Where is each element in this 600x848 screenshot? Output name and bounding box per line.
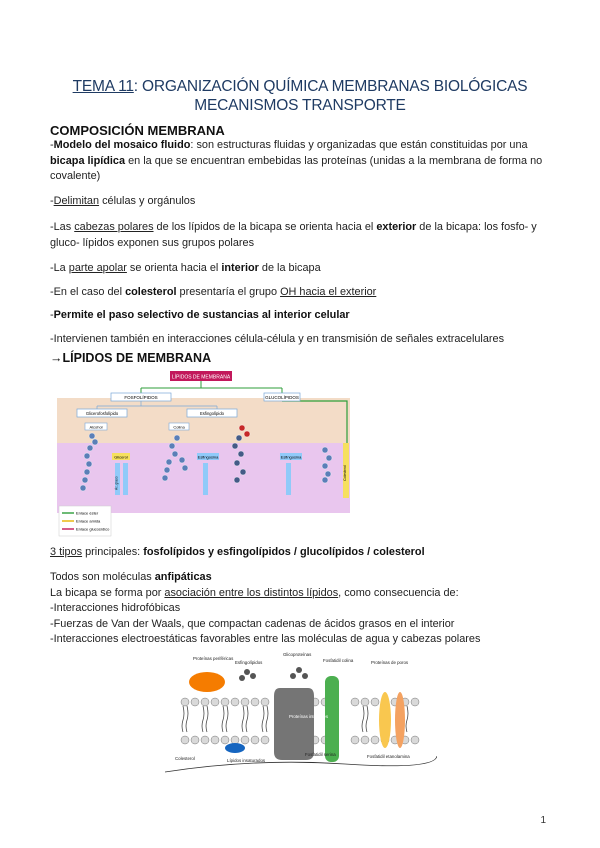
paragraph-delimitan: -Delimitan células y orgánulos	[50, 195, 196, 207]
legend-glucosidico: Enlace glucosídico	[76, 526, 110, 532]
green-channel-protein	[325, 676, 339, 762]
page-title: TEMA 11: ORGANIZACIÓN QUÍMICA MEMBRANAS BIOLÓGICAS MECANISMOS TRANSPORTE	[72, 78, 528, 114]
label-glicoproteinas: Glicoproteínas	[283, 652, 312, 657]
peripheral-protein	[189, 672, 225, 692]
paragraph-tres-tipos: 3 tipos principales: fosfolípidos y esfingolípidos / glucolípidos / colesterol	[50, 546, 425, 558]
paragraph-colesterol: -En el caso del colesterol presentaría el grupo OH hacia el exterior	[50, 286, 377, 298]
bar-ac-graso-4	[286, 463, 291, 495]
legend-ester: Enlace éster	[76, 510, 99, 516]
label-colesterol-2: Colesterol	[175, 756, 195, 761]
paragraph-cabezas-polares: -Las cabezas polares de los lípidos de la bicapa se orienta hacia el exterior de la bicapa: los fosfo- y gluco- lípidos exponen sus grupos polares	[50, 221, 537, 249]
label-esfingosina-2: Esfingosina	[280, 454, 302, 460]
paragraph-anfipaticas: Todos son moléculas anfipáticas	[50, 571, 212, 583]
section-heading-lipidos: →LÍPIDOS DE MEMBRANA	[50, 351, 212, 365]
paragraph-mosaico-fluido: -Modelo del mosaico fluido: son estructuras fluidas y organizadas que están constituidas por una bicapa lipídica en la que se encuentran embebidas las proteínas (unidas a la membrana de forma no covalente)	[50, 139, 543, 182]
label-colina: Colina	[173, 424, 185, 430]
page-number: 1	[540, 815, 546, 826]
legend-amida: Enlace amida	[76, 518, 101, 524]
paragraph-electroestaticas: -Interacciones electroestáticas favorables entre las moléculas de agua y cabezas polares	[50, 633, 481, 645]
pore-protein-2	[395, 692, 405, 748]
peripheral-protein-lower	[225, 743, 245, 753]
title-link[interactable]: TEMA 11	[72, 78, 134, 95]
bar-ac-graso-3	[203, 463, 208, 495]
pore-protein	[379, 692, 391, 748]
bicapa-lipidica-diagram	[165, 650, 437, 776]
paragraph-paso-selectivo: -Permite el paso selectivo de sustancias al interior celular	[50, 309, 350, 321]
label-esfingolipidos: Esfingolípidos	[235, 660, 263, 665]
paragraph-bicapa-formacion: La bicapa se forma por asociación entre los distintos lípidos, como consecuencia de:	[50, 587, 459, 599]
section-heading-composicion: COMPOSICIÓN MEMBRANA	[50, 123, 225, 138]
paragraph-parte-apolar: -La parte apolar se orienta hacia el interior de la bicapa	[50, 262, 321, 274]
label-fosfatidil-etanolamina: Fosfatidil etanolamina	[367, 754, 410, 759]
paragraph-hidrofobicas: -Interacciones hidrofóbicas	[50, 602, 181, 614]
label-fosfolipidos: FOSFOLÍPIDOS	[124, 395, 158, 400]
label-lipidos-insaturados: Lípidos insaturados	[227, 758, 266, 763]
aqueous-region	[57, 398, 350, 443]
diagram-title: LÍPIDOS DE MEMBRANA	[171, 374, 231, 381]
label-glicerofosfolipido: Glicerofosfolípido	[85, 411, 119, 416]
label-colesterol: Colesterol	[343, 465, 347, 481]
paragraph-van-der-waals: -Fuerzas de Van der Waals, que compactan cadenas de ácidos grasos en el interior	[50, 618, 455, 630]
label-proteinas-integrales: Proteínas integrales	[289, 714, 329, 719]
label-esfingolipido: Esfingolípido	[200, 411, 224, 416]
label-glucolipidos: GLUCOLÍPIDOS	[265, 395, 299, 400]
label-glicerol: Glicerol	[114, 454, 128, 460]
paragraph-interacciones: -Intervienen también en interacciones célula-célula y en transmisión de señales extracelulares	[50, 333, 505, 345]
bar-ac-graso-2	[123, 463, 128, 495]
label-alcohol: Alcohol	[89, 424, 103, 430]
integral-protein	[274, 688, 314, 760]
label-proteinas-perifericas: Proteínas periféricas	[193, 656, 234, 661]
label-ac-graso: Ác. graso	[114, 476, 119, 490]
lipidos-membrana-diagram	[57, 368, 350, 540]
label-proteinas-poros: Proteínas de poros	[371, 660, 409, 665]
label-fosfatidil-colina: Fosfatidil colina	[323, 658, 354, 663]
label-fosfatidil-serina: Fosfatidil serina	[305, 752, 336, 757]
label-esfingosina-1: Esfingosina	[197, 454, 219, 460]
